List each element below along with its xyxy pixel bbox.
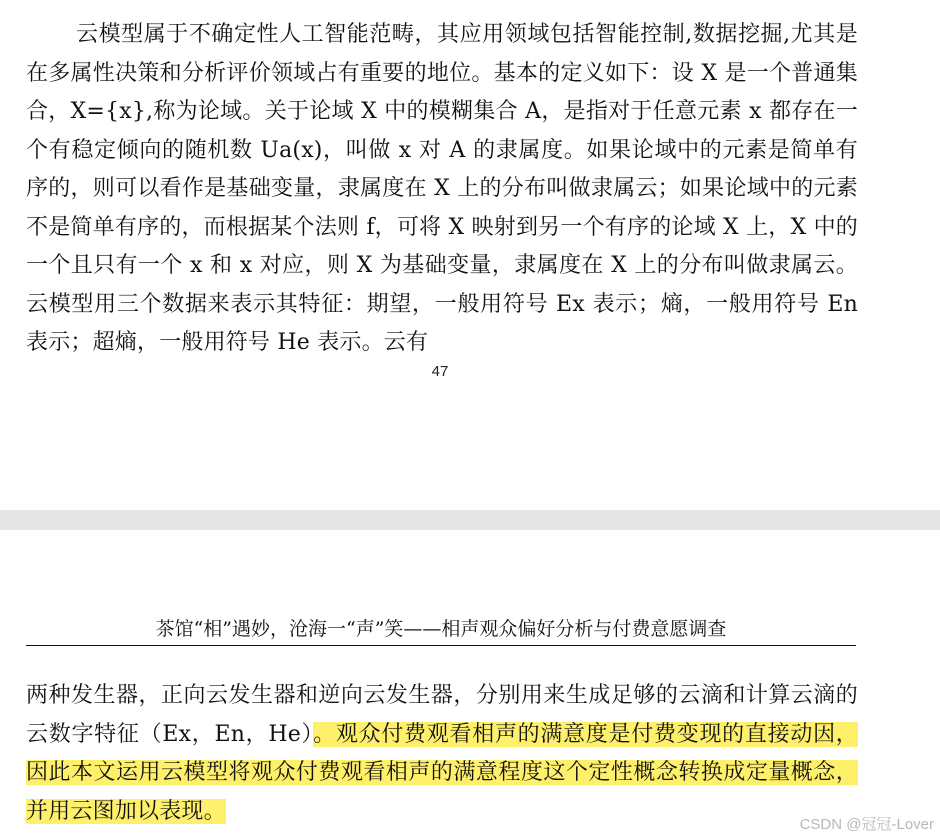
highlighted-text[interactable]: 。观众付费观看相声的满意度是付费变现的直接动因，因此本文运用云模型将观众付费观看相声的满意程度这个定性概念转换成定量概念，并用云图加以表现。 (26, 721, 858, 824)
page-separator (0, 510, 940, 530)
body-paragraph (26, 677, 858, 831)
watermark: CSDN @冠冠-Lover (799, 816, 934, 833)
paragraph-text: 两种发生器，正向云发生器和逆向云发生器，分别用来生成足够的云滴和计算云滴的云数字特征（Ex，En，He） (26, 683, 858, 747)
header-rule (26, 645, 856, 646)
page-number: 47 (431, 363, 449, 380)
body-paragraph: 云模型属于不确定性人工智能范畴，其应用领域包括智能控制,数据挖掘,尤其是在多属性决策和分析评价领域占有重要的地位。基本的定义如下：设 X 是一个普通集合，X={x},称为论域。关于论域 X 中的模糊集合 A，是指对于任意元素 x 都存在一个有稳定倾向的随机数 Ua(x)，叫做 x 对 A 的隶属度。如果论域中的元素是简单有序的，则可以看作是基础变量，隶属度在 X 上的分布叫做隶属云；如果论域中的元素不是简单有序的，而根据某个法则 f，可将 X 映射到另一个有序的论域 X 上，X 中的一个且只有一个 x 和 x 对应，则 X 为基础变量，隶属度在 X 上的分布叫做隶属云。云模型用三个数据来表示其特征：期望，一般用符号 Ex 表示；熵，一般用符号 En 表示；超熵，一般用符号 He 表示。云有 (26, 22, 858, 355)
page-48 (0, 530, 940, 840)
running-header: 茶馆“相”遇妙，沧海一“声”笑——相声观众偏好分析与付费意愿调查 (155, 618, 727, 640)
